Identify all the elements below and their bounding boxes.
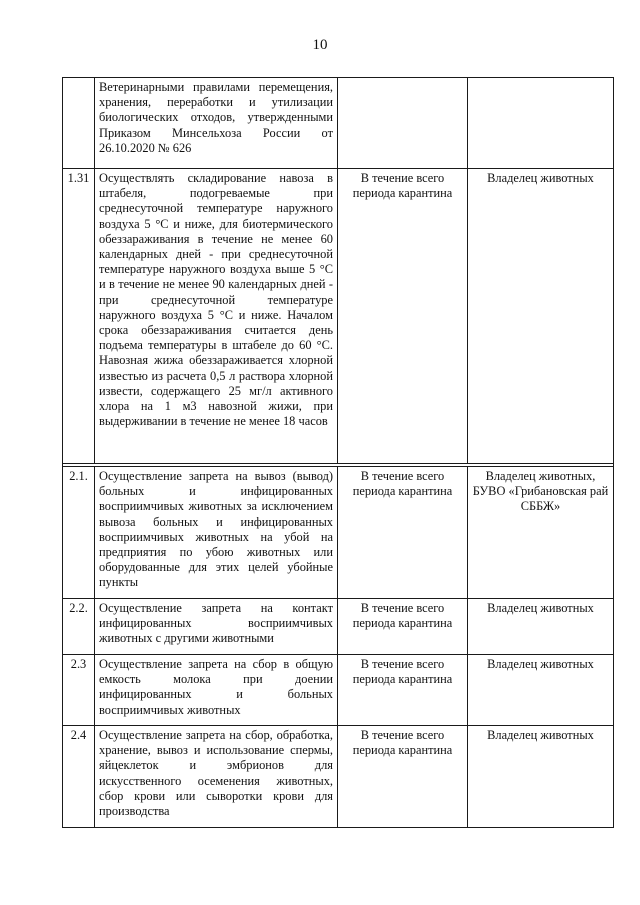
row-responsible: Владелец животных, БУВО «Грибановская рай СББЖ» — [468, 467, 614, 599]
row-term: В течение всего периода карантина — [338, 655, 468, 726]
table-row — [63, 655, 614, 726]
row-number — [63, 78, 95, 169]
row-measure: Осуществлять складирование навоза в штабеля, подогреваемые при среднесуточной температуре наружного воздуха 5 °С и ниже, для биотермического обеззараживания в течение не менее 60 календарных дней - при среднесуточной температуре наружного воздуха выше 5 °С и в течение не менее 90 календарных дней - при среднесуточной температуре наружного воздуха 5 °С и ниже. Началом срока обеззараживания считается день подъема температуры в штабеле до 60 °С. Навозная жижа обеззараживается хлорной известью из расчета 0,5 л раствора хлорной извести, содержащего 25 мг/л активного хлора на 1 м3 навозной жижи, при выдерживании в течение не менее 18 часов — [95, 169, 338, 464]
row-number: 2.1. — [63, 467, 95, 599]
table-row — [63, 599, 614, 655]
row-number: 2.4 — [63, 726, 95, 828]
row-term: В течение всего периода карантина — [338, 726, 468, 828]
table-row — [63, 467, 614, 599]
row-number: 1.31 — [63, 169, 95, 464]
row-responsible: Владелец животных — [468, 169, 614, 464]
table-row — [63, 78, 614, 169]
row-term — [338, 78, 468, 169]
row-measure: Осуществление запрета на сбор, обработка, хранение, вывоз и использование спермы, яйцеклеток и эмбрионов для искусственного осеменения животных, сбор крови или сыворотки крови для производства — [95, 726, 338, 828]
table-row — [63, 726, 614, 828]
row-responsible: Владелец животных — [468, 655, 614, 726]
row-measure: Осуществление запрета на вывоз (вывод) больных и инфицированных восприимчивых животных за исключением вывоза больных и инфицированных восприимчивых животных на убой на предприятия по убою животных или оборудованные для этих целей убойные пункты — [95, 467, 338, 599]
row-measure: Осуществление запрета на контакт инфицированных восприимчивых животных с другими животными — [95, 599, 338, 655]
row-number: 2.3 — [63, 655, 95, 726]
row-measure: Ветеринарными правилами перемещения, хранения, переработки и утилизации биологических отходов, утвержденными Приказом Минсельхоза России от 26.10.2020 № 626 — [95, 78, 338, 169]
row-measure: Осуществление запрета на сбор в общую емкость молока при доении инфицированных и больных восприимчивых животных — [95, 655, 338, 726]
row-term: В течение всего периода карантина — [338, 599, 468, 655]
row-responsible: Владелец животных — [468, 599, 614, 655]
row-responsible — [468, 78, 614, 169]
page-number: 10 — [312, 37, 328, 53]
row-term: В течение всего периода карантина — [338, 169, 468, 464]
row-number: 2.2. — [63, 599, 95, 655]
measures-table — [62, 77, 614, 828]
row-responsible: Владелец животных — [468, 726, 614, 828]
table-row — [63, 169, 614, 464]
row-term: В течение всего периода карантина — [338, 467, 468, 599]
